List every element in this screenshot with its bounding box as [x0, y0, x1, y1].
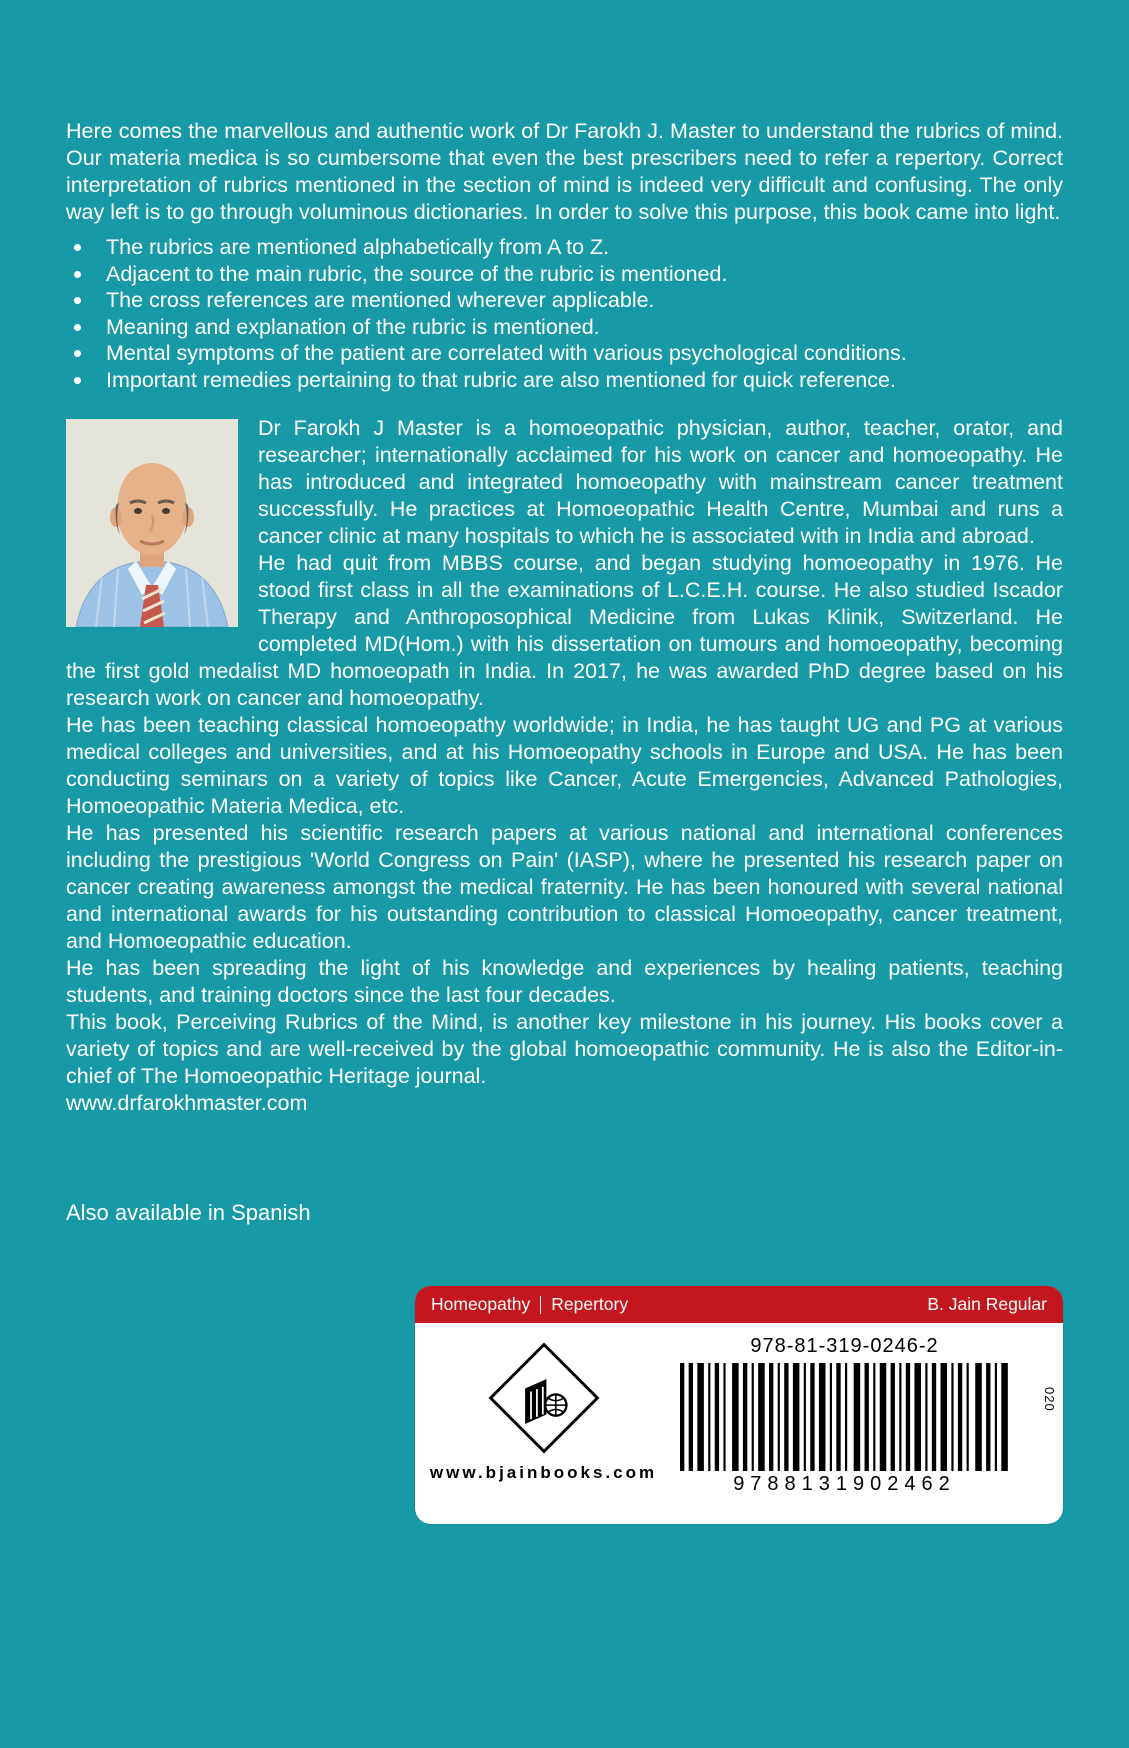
back-cover-content: [66, 118, 1063, 1248]
bio-paragraph: He has been spreading the light of his knowledge and experiences by healing patients, teaching students, and training doctors since the last four decades.: [66, 956, 1063, 1007]
category-bar: [415, 1286, 1063, 1323]
feature-list: [66, 234, 1063, 393]
bio-paragraph: He has presented his scientific research papers at various national and international conferences including the prestigious 'World Congress on Pain' (IASP), where he presented his research paper on cancer creating awareness amongst the medical fraternity. He has been honoured with several national and international awards for his outstanding contribution to classical Homoeopathy, cancer treatment, and Homoeopathic education.: [66, 821, 1063, 953]
bio-paragraph: This book, Perceiving Rubrics of the Mind, is another key milestone in his journey. His books cover a variety of topics and are well-received by the global homoeopathic community. He is also the Editor-in-chief of The Homoeopathic Heritage journal.: [66, 1010, 1063, 1088]
publisher-body: [415, 1323, 1063, 1496]
feature-item: The rubrics are mentioned alphabetically from A to Z.: [66, 234, 1063, 261]
category-repertory-label: Repertory: [551, 1294, 629, 1314]
publisher-website: www.bjainbooks.com: [429, 1463, 658, 1482]
feature-item: Meaning and explanation of the rubric is mentioned.: [66, 314, 1063, 341]
spanish-availability-note: Also available in Spanish: [66, 1200, 311, 1225]
barcode-number: 9788131902462: [733, 1473, 956, 1495]
bio-paragraph: Dr Farokh J Master is a homoeopathic physician, author, teacher, orator, and researcher; internationally acclaimed for his work on cancer and homoeopathy. He has introduced and integrated homoeopathy with mainstream cancer treatment successfully. He practices at Homoeopathic Health Centre, Mumbai and runs a cancer clinic at many hospitals to which he is associated with in India and abroad.: [258, 416, 1063, 548]
edition-label: B. Jain Regular: [927, 1294, 1047, 1314]
feature-item: Important remedies pertaining to that rubric are also mentioned for quick reference.: [66, 367, 1063, 394]
isbn-number: 978-81-319-0246-2: [750, 1335, 939, 1357]
author-bio-section: [66, 415, 1063, 1117]
isbn-block: [656, 1333, 1033, 1496]
category-labels: [431, 1294, 628, 1315]
feature-item: The cross references are mentioned wherever applicable.: [66, 287, 1063, 314]
bio-paragraph: He had quit from MBBS course, and began studying homoeopathy in 1976. He stood first class in all the examinations of L.C.E.H. course. He also studied Iscador Therapy and Anthroposophical Medicine from Lukas Klinik, Switzerland. He completed MD(Hom.) with his dissertation on tumours and homoeopathy, becoming the first gold medalist MD homoeopath in India. In 2017, he was awarded PhD degree based on his research work on cancer and homoeopathy.: [66, 551, 1063, 710]
category-homeopathy-label: Homeopathy: [431, 1294, 531, 1314]
bjain-book-logo-icon: [485, 1339, 603, 1457]
feature-item: Adjacent to the main rubric, the source of the rubric is mentioned.: [66, 261, 1063, 288]
spine-number: 020: [1042, 1387, 1057, 1412]
publisher-panel: [415, 1286, 1063, 1524]
feature-item: Mental symptoms of the patient are correlated with various psychological conditions.: [66, 340, 1063, 367]
author-photo: [66, 419, 238, 627]
barcode: [680, 1363, 1010, 1471]
author-website: www.drfarokhmaster.com: [66, 1091, 308, 1115]
bio-paragraph: He has been teaching classical homoeopathy worldwide; in India, he has taught UG and PG at various medical colleges and universities, and at his Homoeopathy schools in Europe and USA. He has been conducting seminars on a variety of topics like Cancer, Acute Emergencies, Advanced Pathologies, Homoeopathic Materia Medica, etc.: [66, 713, 1063, 818]
publisher-logo-block: [431, 1333, 656, 1483]
intro-paragraph: Here comes the marvellous and authentic work of Dr Farokh J. Master to understand the rubrics of mind. Our materia medica is so cumbersome that even the best prescribers need to refer a repertory. Correct interpretation of rubrics mentioned in the section of mind is indeed very difficult and confusing. The only way left is to go through voluminous dictionaries. In order to solve this purpose, this book came into light.: [66, 119, 1063, 224]
category-separator: [540, 1296, 541, 1314]
